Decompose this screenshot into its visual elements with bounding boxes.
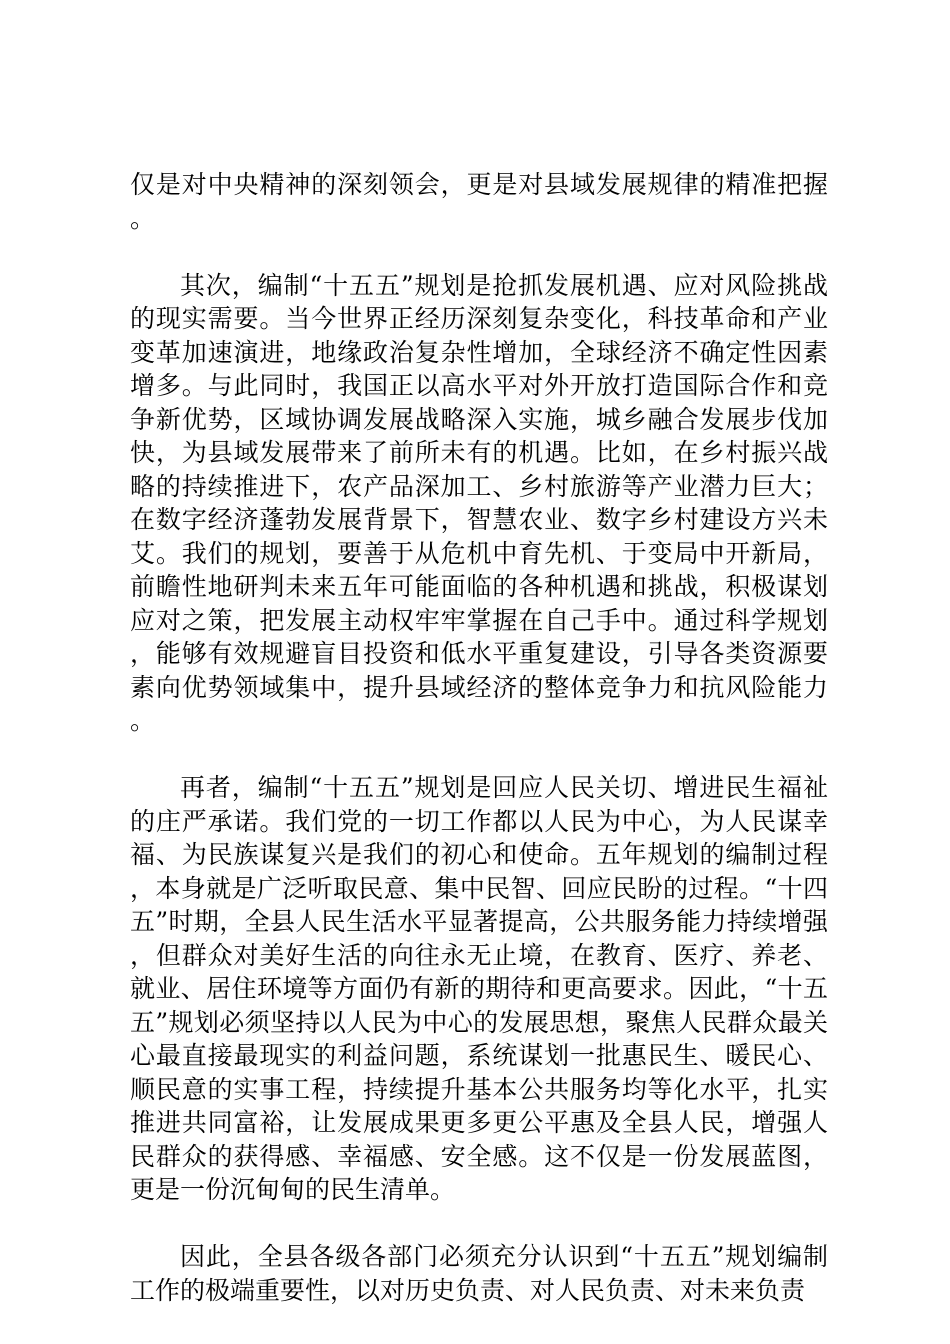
paragraph-livelihood: 再者，编制“十五五”规划是回应人民关切、增进民生福祉的庄严承诺。我们党的一切工作都以人民为中心，为人民谋幸福、为民族谋复兴是我们的初心和使命。五年规划的编制过程，本身就是广泛听取民意、集中民智、回应民盼的过程。“十四五”时期，全县人民生活水平显著提高，公共服务能力持续增强，但群众对美好生活的向往永无止境，在教育、医疗、养老、就业、居住环境等方面仍有新的期待和更高要求。因此，“十五五”规划必须坚持以人民为中心的发展思想，聚焦人民群众最关心最直接最现实的利益问题，系统谋划一批惠民生、暖民心、顺民意的实事工程，持续提升基本公共服务均等化水平，扎实推进共同富裕，让发展成果更多更公平惠及全县人民，增强人民群众的获得感、幸福感、安全感。这不仅是一份发展蓝图，更是一份沉甸甸的民生清单。 [130, 773, 828, 1204]
paragraph-continuation: 仅是对中央精神的深刻领会，更是对县域发展规律的精准把握。 [130, 170, 828, 233]
document-body [130, 168, 828, 1341]
paragraph-opportunities: 其次，编制“十五五”规划是抢抓发展机遇、应对风险挑战的现实需要。当今世界正经历深刻复杂变化，科技革命和产业变革加速演进，地缘政治复杂性增加，全球经济不确定性因素增多。与此同时，我国正以高水平对外开放打造国际合作和竞争新优势，区域协调发展战略深入实施，城乡融合发展步伐加快，为县域发展带来了前所未有的机遇。比如，在乡村振兴战略的持续推进下，农产品深加工、乡村旅游等产业潜力巨大；在数字经济蓬勃发展背景下，智慧农业、数字乡村建设方兴未艾。我们的规划，要善于从危机中育先机、于变局中开新局，前瞻性地研判未来五年可能面临的各种机遇和挑战，积极谋划应对之策，把发展主动权牢牢掌握在自己手中。通过科学规划，能够有效规避盲目投资和低水平重复建设，引导各类资源要素向优势领域集中，提升县域经济的整体竞争力和抗风险能力。 [130, 270, 828, 735]
paragraph-conclusion: 因此，全县各级各部门必须充分认识到“十五五”规划编制工作的极端重要性，以对历史负责、对人民负责、对未来负责 [130, 1242, 828, 1305]
